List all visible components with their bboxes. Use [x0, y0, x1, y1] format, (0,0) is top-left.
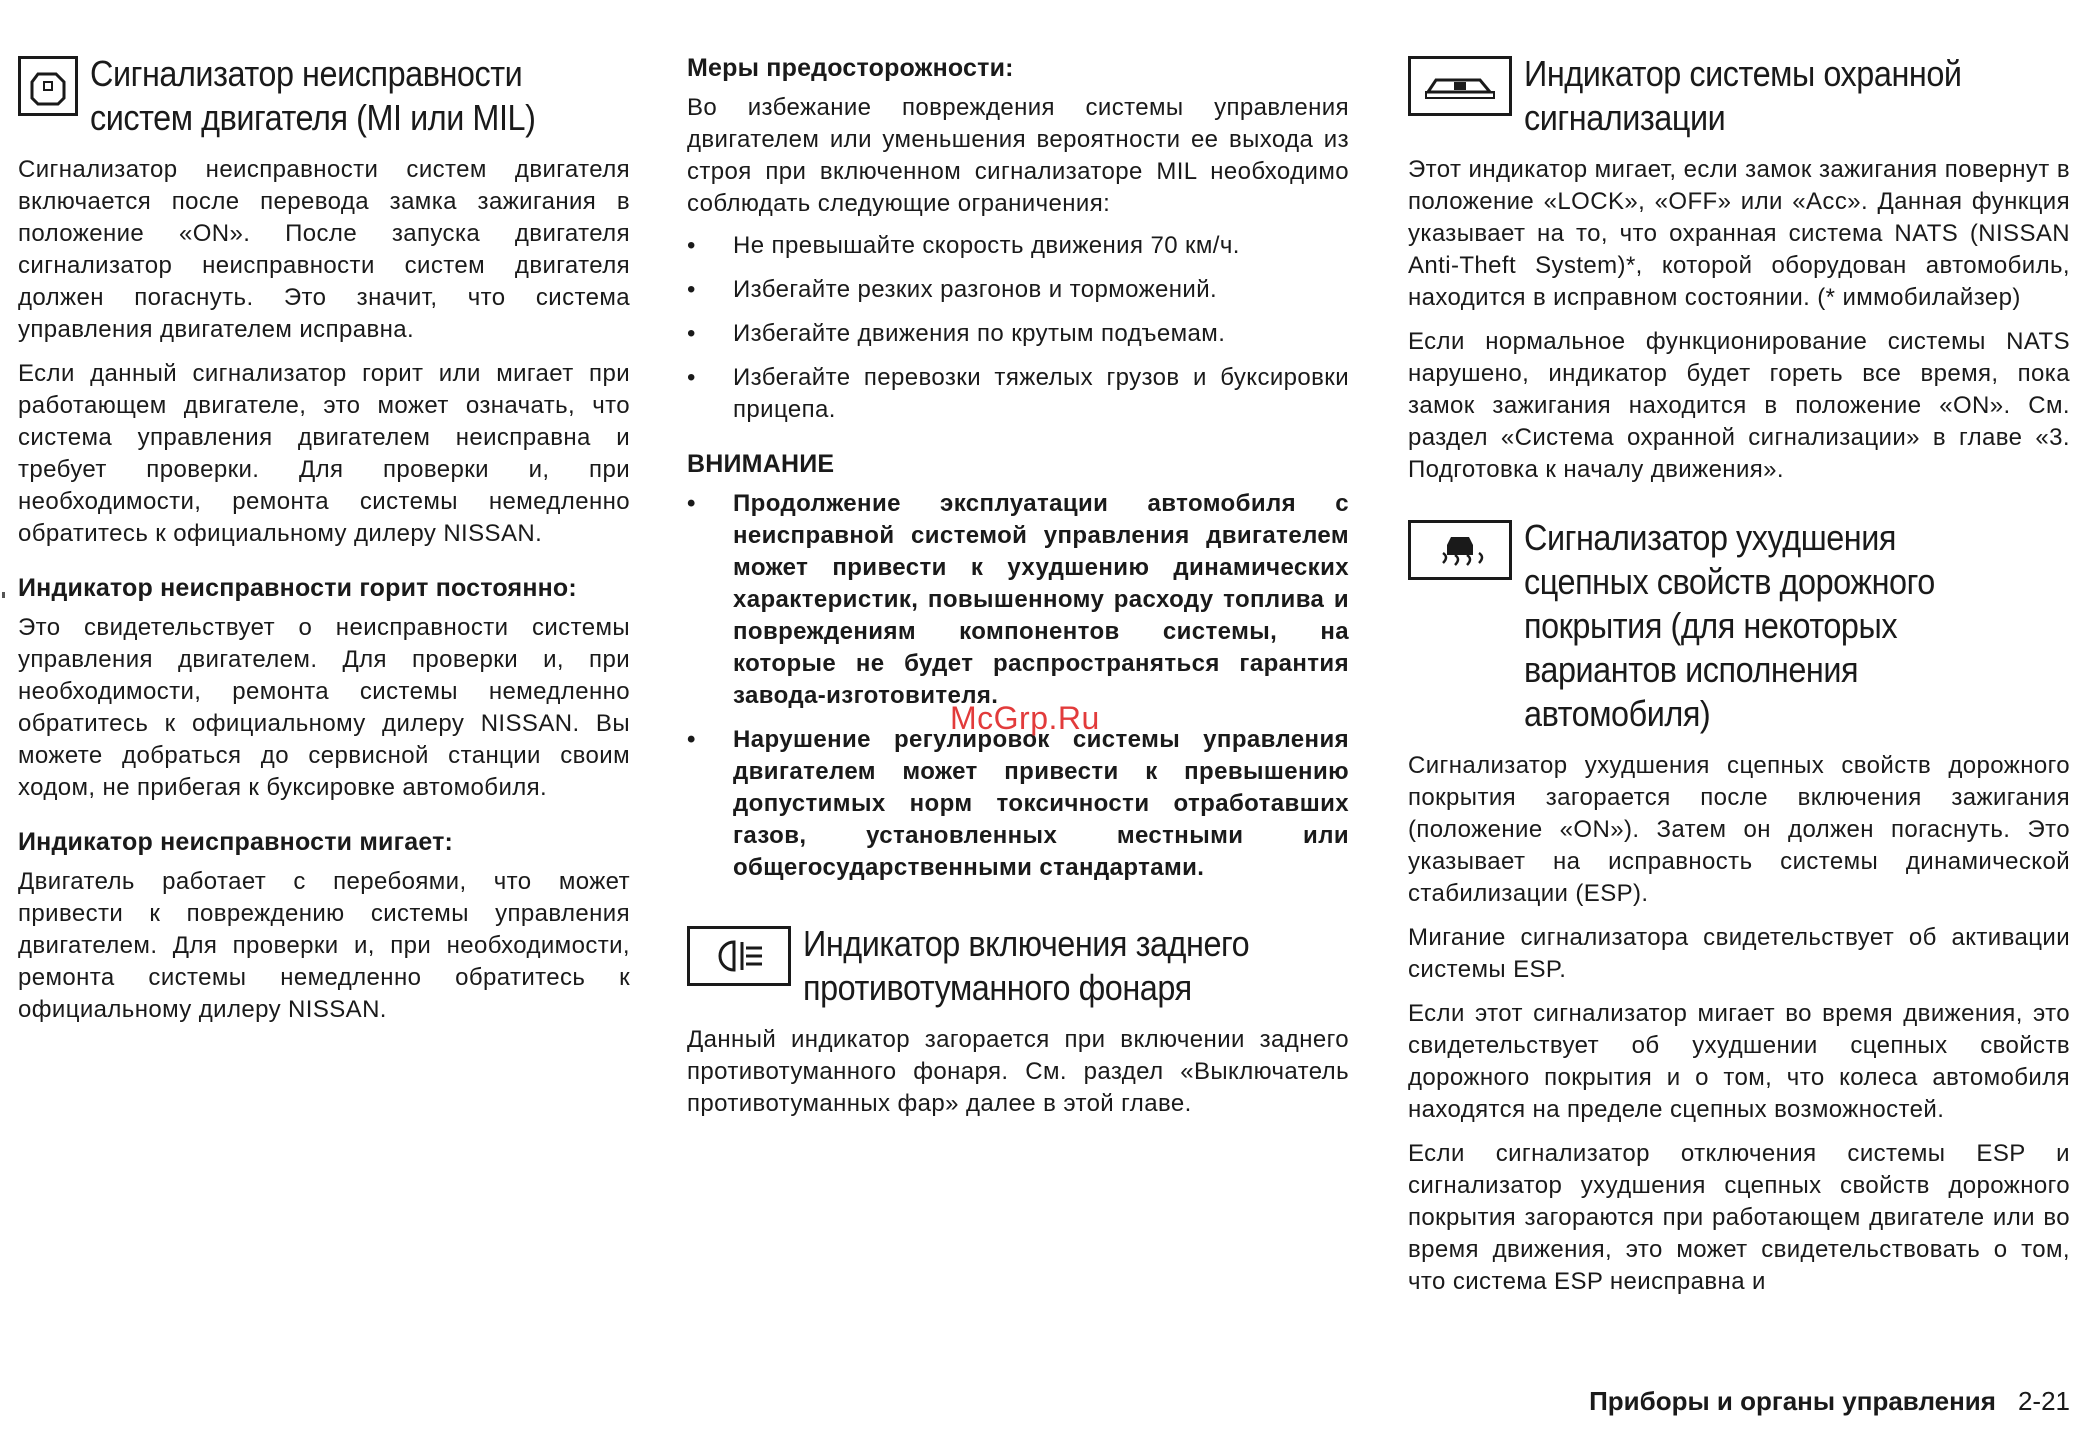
page-number: 2-21	[2017, 1386, 2070, 1416]
security-title: Индикатор системы охранной сигнализации	[1524, 53, 1962, 138]
list-item: • Не превышайте скорость движения 70 км/ч.	[687, 230, 1349, 262]
list-item: • Избегайте движения по крутым подъемам.	[687, 318, 1349, 350]
list-item: • Избегайте перевозки тяжелых грузов и буксировки прицепа.	[687, 364, 1349, 423]
bullet-icon: •	[687, 364, 696, 391]
fog-section-header	[687, 922, 1349, 1010]
margin-mark	[2, 592, 5, 598]
security-paragraph-1: Этот индикатор мигает, если замок зажигания повернут в положение «LOCK», «OFF» или «Acc». Данная функция указывает на то, что охранная система NATS (NISSAN Anti-Theft System)*, которой оборудован автомобиль, находится в исправном состоянии. (* иммобилайзер)	[1408, 156, 2070, 311]
bullet-icon: •	[687, 490, 696, 517]
fog-title: Индикатор включения заднего противотуманного фонаря	[803, 923, 1250, 1008]
mil-steady-heading: Индикатор неисправности горит постоянно:	[18, 574, 577, 602]
mil-section-header	[18, 52, 630, 140]
engine-check-icon	[18, 56, 78, 116]
watermark: McGrp.Ru	[950, 700, 1100, 736]
list-item: • Избегайте резких разгонов и торможений.	[687, 274, 1349, 306]
slip-title: Сигнализатор ухудшения сцепных свойств дорожного покрытия (для некоторых вариантов исполнения автомобиля)	[1524, 517, 1935, 734]
precautions-heading: Меры предосторожности:	[687, 54, 1014, 82]
page-footer	[1589, 1386, 2070, 1417]
mil-steady-text: Это свидетельствует о неисправности системы управления двигателем. Для проверки и, при необходимости, ремонта системы немедленно обратитесь к официальному дилеру NISSAN. Вы можете добраться до сервисной станции своим ходом, не прибегая к буксировке автомобиля.	[18, 614, 630, 801]
security-section-header	[1408, 52, 2070, 140]
fog-text: Данный индикатор загорается при включении заднего противотуманного фонаря. См. раздел «Выключатель противотуманных фар» далее в этой главе.	[687, 1026, 1349, 1117]
mil-blinking-heading: Индикатор неисправности мигает:	[18, 828, 454, 856]
bullet-icon: •	[687, 232, 696, 259]
warning-list	[687, 488, 1349, 884]
slip-paragraph-1: Сигнализатор ухудшения сцепных свойств дорожного покрытия загорается после включения зажигания (положение «ON»). Затем он должен погаснуть. Это указывает на исправность системы динамической стабилизации (ESP).	[1408, 752, 2070, 907]
slip-paragraph-3: Если этот сигнализатор мигает во время движения, это свидетельствует об ухудшении сцепных свойств дорожного покрытия и о том, что колеса автомобиля находятся на пределе сцепных возможностей.	[1408, 1000, 2070, 1123]
list-item: • Нарушение регулировок системы управления двигателем может привести к превышению допустимых норм токсичности отработавших газов, установленных местными или общегосударственными стандартами.	[687, 726, 1349, 881]
slip-section-header	[1408, 516, 2070, 736]
bullet-icon: •	[687, 276, 696, 303]
slip-paragraph-2: Мигание сигнализатора свидетельствует об активации системы ESP.	[1408, 924, 2070, 983]
mil-title: Сигнализатор неисправности систем двигателя (MI или MIL)	[90, 53, 536, 138]
security-paragraph-2: Если нормальное функционирование системы NATS нарушено, индикатор будет гореть все время, пока замок зажигания находится в положение «ON». См. раздел «Система охранной сигнализации» в главе «3. Подготовка к началу движения».	[1408, 328, 2070, 483]
column-right	[1408, 52, 2070, 1310]
precautions-intro: Во избежание повреждения системы управления двигателем или уменьшения вероятности ее выхода из строя при включенном сигнализаторе MIL необходимо соблюдать следующие ограничения:	[687, 94, 1349, 217]
mil-paragraph-2: Если данный сигнализатор горит или мигает при работающем двигателе, это может означать, что система управления двигателем неисправна и требует проверки. Для проверки и, при необходимости, ремонта системы немедленно обратитесь к официальному дилеру NISSAN.	[18, 360, 630, 547]
column-left	[18, 52, 630, 1038]
rear-fog-light-icon	[687, 926, 791, 986]
footer-section-title: Приборы и органы управления	[1589, 1386, 1996, 1416]
mil-paragraph-1: Сигнализатор неисправности систем двигателя включается после перевода замка зажигания в положение «ON». После запуска двигателя сигнализатор неисправности систем двигателя должен погаснуть. Это значит, что система управления двигателем исправна.	[18, 156, 630, 343]
slip-paragraph-4: Если сигнализатор отключения системы ESP и сигнализатор ухудшения сцепных свойств дорожного покрытия загораются при работающем двигателе или во время движения, это может свидетельствовать о том, что система ESP неисправна и	[1408, 1140, 2070, 1295]
column-middle	[687, 52, 1349, 1132]
list-item: • Продолжение эксплуатации автомобиля с неисправной системой управления двигателем может привести к ухудшению динамических характеристик, повышенному расходу топлива и повреждениям компонентов системы, на которые не будет распространяться гарантия завода-изготовителя.	[687, 490, 1349, 709]
warning-heading: ВНИМАНИЕ	[687, 450, 835, 478]
precautions-list	[687, 230, 1349, 426]
skidding-car-icon	[1408, 520, 1512, 580]
mil-blinking-text: Двигатель работает с перебоями, что может привести к повреждению системы управления двигателем. Для проверки и, при необходимости, ремонта системы немедленно обратитесь к официальному дилеру NISSAN.	[18, 868, 630, 1023]
bullet-icon: •	[687, 320, 696, 347]
car-security-icon	[1408, 56, 1512, 116]
bullet-icon: •	[687, 726, 696, 753]
